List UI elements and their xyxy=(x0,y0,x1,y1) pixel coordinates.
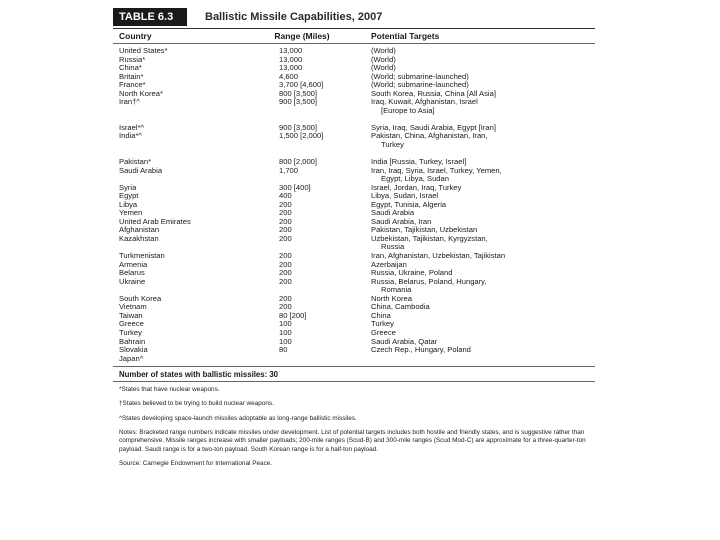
range-cell xyxy=(233,295,371,304)
range-value: 4,600 xyxy=(279,71,299,81)
target-line: (World; submarine-launched) xyxy=(371,80,469,90)
table-row xyxy=(113,201,595,210)
range-value: 200 xyxy=(279,302,292,312)
range-cell xyxy=(233,184,371,193)
range-value: 200 xyxy=(279,268,292,278)
country-cell: Syria xyxy=(119,182,137,192)
target-line: Uzbekistan, Tajikistan, Kyrgyzstan, xyxy=(371,233,488,243)
target-line: South Korea, Russia, China [All Asia] xyxy=(371,88,496,98)
target-line: Pakistan, Tajikistan, Uzbekistan xyxy=(371,225,478,235)
target-line: Turkey xyxy=(371,319,394,329)
country-cell: Greece xyxy=(119,319,144,329)
target-line: Iran, Afghanistan, Uzbekistan, Tajikistan xyxy=(371,251,506,261)
header-country: Country xyxy=(119,31,152,41)
targets-cell xyxy=(371,47,595,56)
target-line: Iran, Iraq, Syria, Israel, Turkey, Yemen, xyxy=(371,165,502,175)
targets-cell xyxy=(371,278,595,295)
body-rule xyxy=(113,366,595,367)
country-cell: United States* xyxy=(119,46,168,55)
country-cell: Kazakhstan xyxy=(119,233,159,243)
country-cell: Turkey xyxy=(119,327,142,337)
range-value: 100 xyxy=(279,319,292,329)
target-line: Russia, Ukraine, Poland xyxy=(371,268,453,278)
range-value: 100 xyxy=(279,336,292,346)
table-row xyxy=(113,303,595,312)
range-cell xyxy=(233,278,371,295)
table-row xyxy=(113,346,595,355)
footnote-nuclear: *States that have nuclear weapons. xyxy=(119,386,220,394)
range-value: 200 xyxy=(279,276,292,286)
table-row xyxy=(113,167,595,184)
table-row xyxy=(113,295,595,304)
table-row xyxy=(113,355,595,364)
targets-cell xyxy=(371,98,595,115)
country-cell: Libya xyxy=(119,199,138,209)
range-value: 200 xyxy=(279,208,292,218)
country-cell: Russia* xyxy=(119,54,146,64)
range-value: 13,000 xyxy=(279,63,303,73)
notes-text: Notes: Bracketed range numbers indicate missiles under development. List of potential targets includes both hostile and friendly states, and is suggestive rather than comprehensive. Missile ranges increase with smaller payloads; 200-mile ranges (Scud-B) and 300-mile ranges (Scud Mod-C) are approximate for a three-quarter-ton payload. Saudi range is for a two-ton payload. South Korean range is for a half-ton payload. xyxy=(119,429,586,453)
header-rule xyxy=(113,43,595,44)
target-line: (World) xyxy=(371,63,396,73)
range-cell xyxy=(233,98,371,115)
range-cell xyxy=(233,192,371,201)
count-rule xyxy=(113,381,595,382)
target-line: Russia, Belarus, Poland, Hungary, xyxy=(371,276,487,286)
range-value: 800 [3,500] xyxy=(279,88,318,98)
range-cell xyxy=(233,346,371,355)
country-cell: Bahrain xyxy=(119,336,146,346)
country-cell: Vietnam xyxy=(119,302,147,312)
table-title-bar xyxy=(113,8,595,26)
range-cell xyxy=(233,320,371,329)
target-line: Saudi Arabia, Qatar xyxy=(371,336,438,346)
range-value: 800 [2,000] xyxy=(279,157,318,167)
country-cell: China* xyxy=(119,63,142,73)
state-count: Number of states with ballistic missiles: 30 xyxy=(119,370,279,380)
range-value: 13,000 xyxy=(279,54,303,64)
range-value: 80 xyxy=(279,345,288,355)
country-cell: Japan^ xyxy=(119,353,144,363)
target-line: Libya, Sudan, Israel xyxy=(371,191,439,201)
target-line: China, Cambodia xyxy=(371,302,430,312)
range-value: 200 xyxy=(279,259,292,269)
range-cell xyxy=(233,226,371,235)
range-cell xyxy=(233,132,371,149)
target-line: Greece xyxy=(371,327,396,337)
table-page xyxy=(113,8,595,468)
country-cell: Iran†^ xyxy=(119,97,140,107)
table-header xyxy=(113,29,595,43)
table-row xyxy=(113,124,595,133)
table-row xyxy=(113,158,595,167)
table-row xyxy=(113,184,595,193)
target-line: China xyxy=(371,310,391,320)
country-cell: Afghanistan xyxy=(119,225,160,235)
table-row xyxy=(113,320,595,329)
targets-cell xyxy=(371,355,595,364)
target-line: [Europe to Asia] xyxy=(381,105,435,115)
country-cell: Egypt xyxy=(119,191,139,201)
country-cell: Slovakia xyxy=(119,345,148,355)
targets-cell xyxy=(371,132,595,149)
range-value: 200 xyxy=(279,293,292,303)
range-value: 200 xyxy=(279,216,292,226)
country-cell: Turkmenistan xyxy=(119,251,165,261)
table-row xyxy=(113,329,595,338)
target-line: (World; submarine-launched) xyxy=(371,71,469,81)
table-row xyxy=(113,278,595,295)
range-cell xyxy=(233,355,371,364)
country-cell: South Korea xyxy=(119,293,162,303)
table-row xyxy=(113,56,595,65)
footnote-space: ^States developing space-launch missiles adoptable as long-range ballistic missiles. xyxy=(119,414,357,422)
row-gap xyxy=(113,150,595,159)
range-value: 1,700 xyxy=(279,165,299,175)
row-gap xyxy=(113,115,595,124)
country-cell: Belarus xyxy=(119,268,145,278)
table-row xyxy=(113,81,595,90)
target-line: Saudi Arabia xyxy=(371,208,415,218)
table-row xyxy=(113,312,595,321)
target-line: Czech Rep., Hungary, Poland xyxy=(371,345,471,355)
range-value: 200 xyxy=(279,199,292,209)
country-cell: India*^ xyxy=(119,131,142,141)
country-cell: Britain* xyxy=(119,71,144,81)
target-line: India [Russia, Turkey, Israel] xyxy=(371,157,467,167)
country-cell: United Arab Emirates xyxy=(119,216,191,226)
source-text: Source: Carnegie Endowment for International Peace. xyxy=(119,459,273,467)
table-row xyxy=(113,226,595,235)
targets-cell xyxy=(371,303,595,312)
header-range: Range (Miles) xyxy=(274,31,330,41)
table-label: TABLE 6.3 xyxy=(113,8,187,26)
country-cell: Saudi Arabia xyxy=(119,165,163,175)
country-cell: Israel*^ xyxy=(119,122,145,132)
table-row xyxy=(113,192,595,201)
table-row xyxy=(113,235,595,252)
range-value: 300 [400] xyxy=(279,182,311,192)
range-value: 80 [200] xyxy=(279,310,307,320)
range-cell xyxy=(233,47,371,56)
range-cell xyxy=(233,235,371,252)
country-cell: Yemen xyxy=(119,208,143,218)
header-targets: Potential Targets xyxy=(371,31,440,41)
target-line: North Korea xyxy=(371,293,412,303)
targets-cell xyxy=(371,235,595,252)
table-row xyxy=(113,338,595,347)
range-value: 13,000 xyxy=(279,46,303,55)
target-line: (World) xyxy=(371,46,396,55)
country-cell: Pakistan* xyxy=(119,157,152,167)
target-line: Azerbaijan xyxy=(371,259,407,269)
range-value: 200 xyxy=(279,251,292,261)
targets-cell xyxy=(371,346,595,355)
targets-cell xyxy=(371,320,595,329)
table-row xyxy=(113,64,595,73)
table-title: Ballistic Missile Capabilities, 2007 xyxy=(205,11,383,23)
range-cell xyxy=(233,252,371,261)
country-cell: Armenia xyxy=(119,259,148,269)
range-cell xyxy=(233,312,371,321)
range-value: 100 xyxy=(279,327,292,337)
target-line: Pakistan, China, Afghanistan, Iran, xyxy=(371,131,488,141)
table-row xyxy=(113,269,595,278)
target-line: Iraq, Kuwait, Afghanistan, Israel xyxy=(371,97,478,107)
country-cell: France* xyxy=(119,80,146,90)
range-cell xyxy=(233,329,371,338)
range-value: 900 [3,500] xyxy=(279,97,318,107)
country-cell: North Korea* xyxy=(119,88,163,98)
country-cell: Ukraine xyxy=(119,276,146,286)
targets-cell xyxy=(371,56,595,65)
table-row xyxy=(113,98,595,115)
targets-cell xyxy=(371,312,595,321)
footnote-aspiring: †States believed to be trying to build nuclear weapons. xyxy=(119,400,274,408)
target-line: Russia xyxy=(381,242,405,252)
range-cell xyxy=(233,338,371,347)
range-cell xyxy=(233,167,371,184)
target-line: Egypt, Libya, Sudan xyxy=(381,174,449,184)
range-value: 200 xyxy=(279,225,292,235)
target-line: Romania xyxy=(381,285,412,295)
table-row xyxy=(113,47,595,56)
table-body xyxy=(113,47,595,363)
country-cell: Taiwan xyxy=(119,310,143,320)
target-line: Syria, Iraq, Saudi Arabia, Egypt [Iran] xyxy=(371,122,496,132)
range-cell xyxy=(233,201,371,210)
table-row xyxy=(113,252,595,261)
range-value: 200 xyxy=(279,233,292,243)
range-value: 1,500 [2,000] xyxy=(279,131,324,141)
targets-cell xyxy=(371,167,595,184)
range-cell xyxy=(233,218,371,227)
range-value: 3,700 [4,600] xyxy=(279,80,324,90)
target-line: Turkey xyxy=(381,139,404,149)
table-row xyxy=(113,132,595,149)
range-cell xyxy=(233,158,371,167)
target-line: Saudi Arabia, Iran xyxy=(371,216,432,226)
range-value: 900 [3,500] xyxy=(279,122,318,132)
range-cell xyxy=(233,261,371,270)
table-row xyxy=(113,261,595,270)
range-cell xyxy=(233,209,371,218)
target-line: (World) xyxy=(371,54,396,64)
range-cell xyxy=(233,64,371,73)
table-row xyxy=(113,218,595,227)
range-cell xyxy=(233,56,371,65)
range-cell xyxy=(233,269,371,278)
table-row xyxy=(113,73,595,82)
range-value: 400 xyxy=(279,191,292,201)
table-row xyxy=(113,90,595,99)
notes-block xyxy=(113,386,595,468)
target-line: Egypt, Tunisia, Algeria xyxy=(371,199,447,209)
target-line: Israel, Jordan, Iraq, Turkey xyxy=(371,182,462,192)
